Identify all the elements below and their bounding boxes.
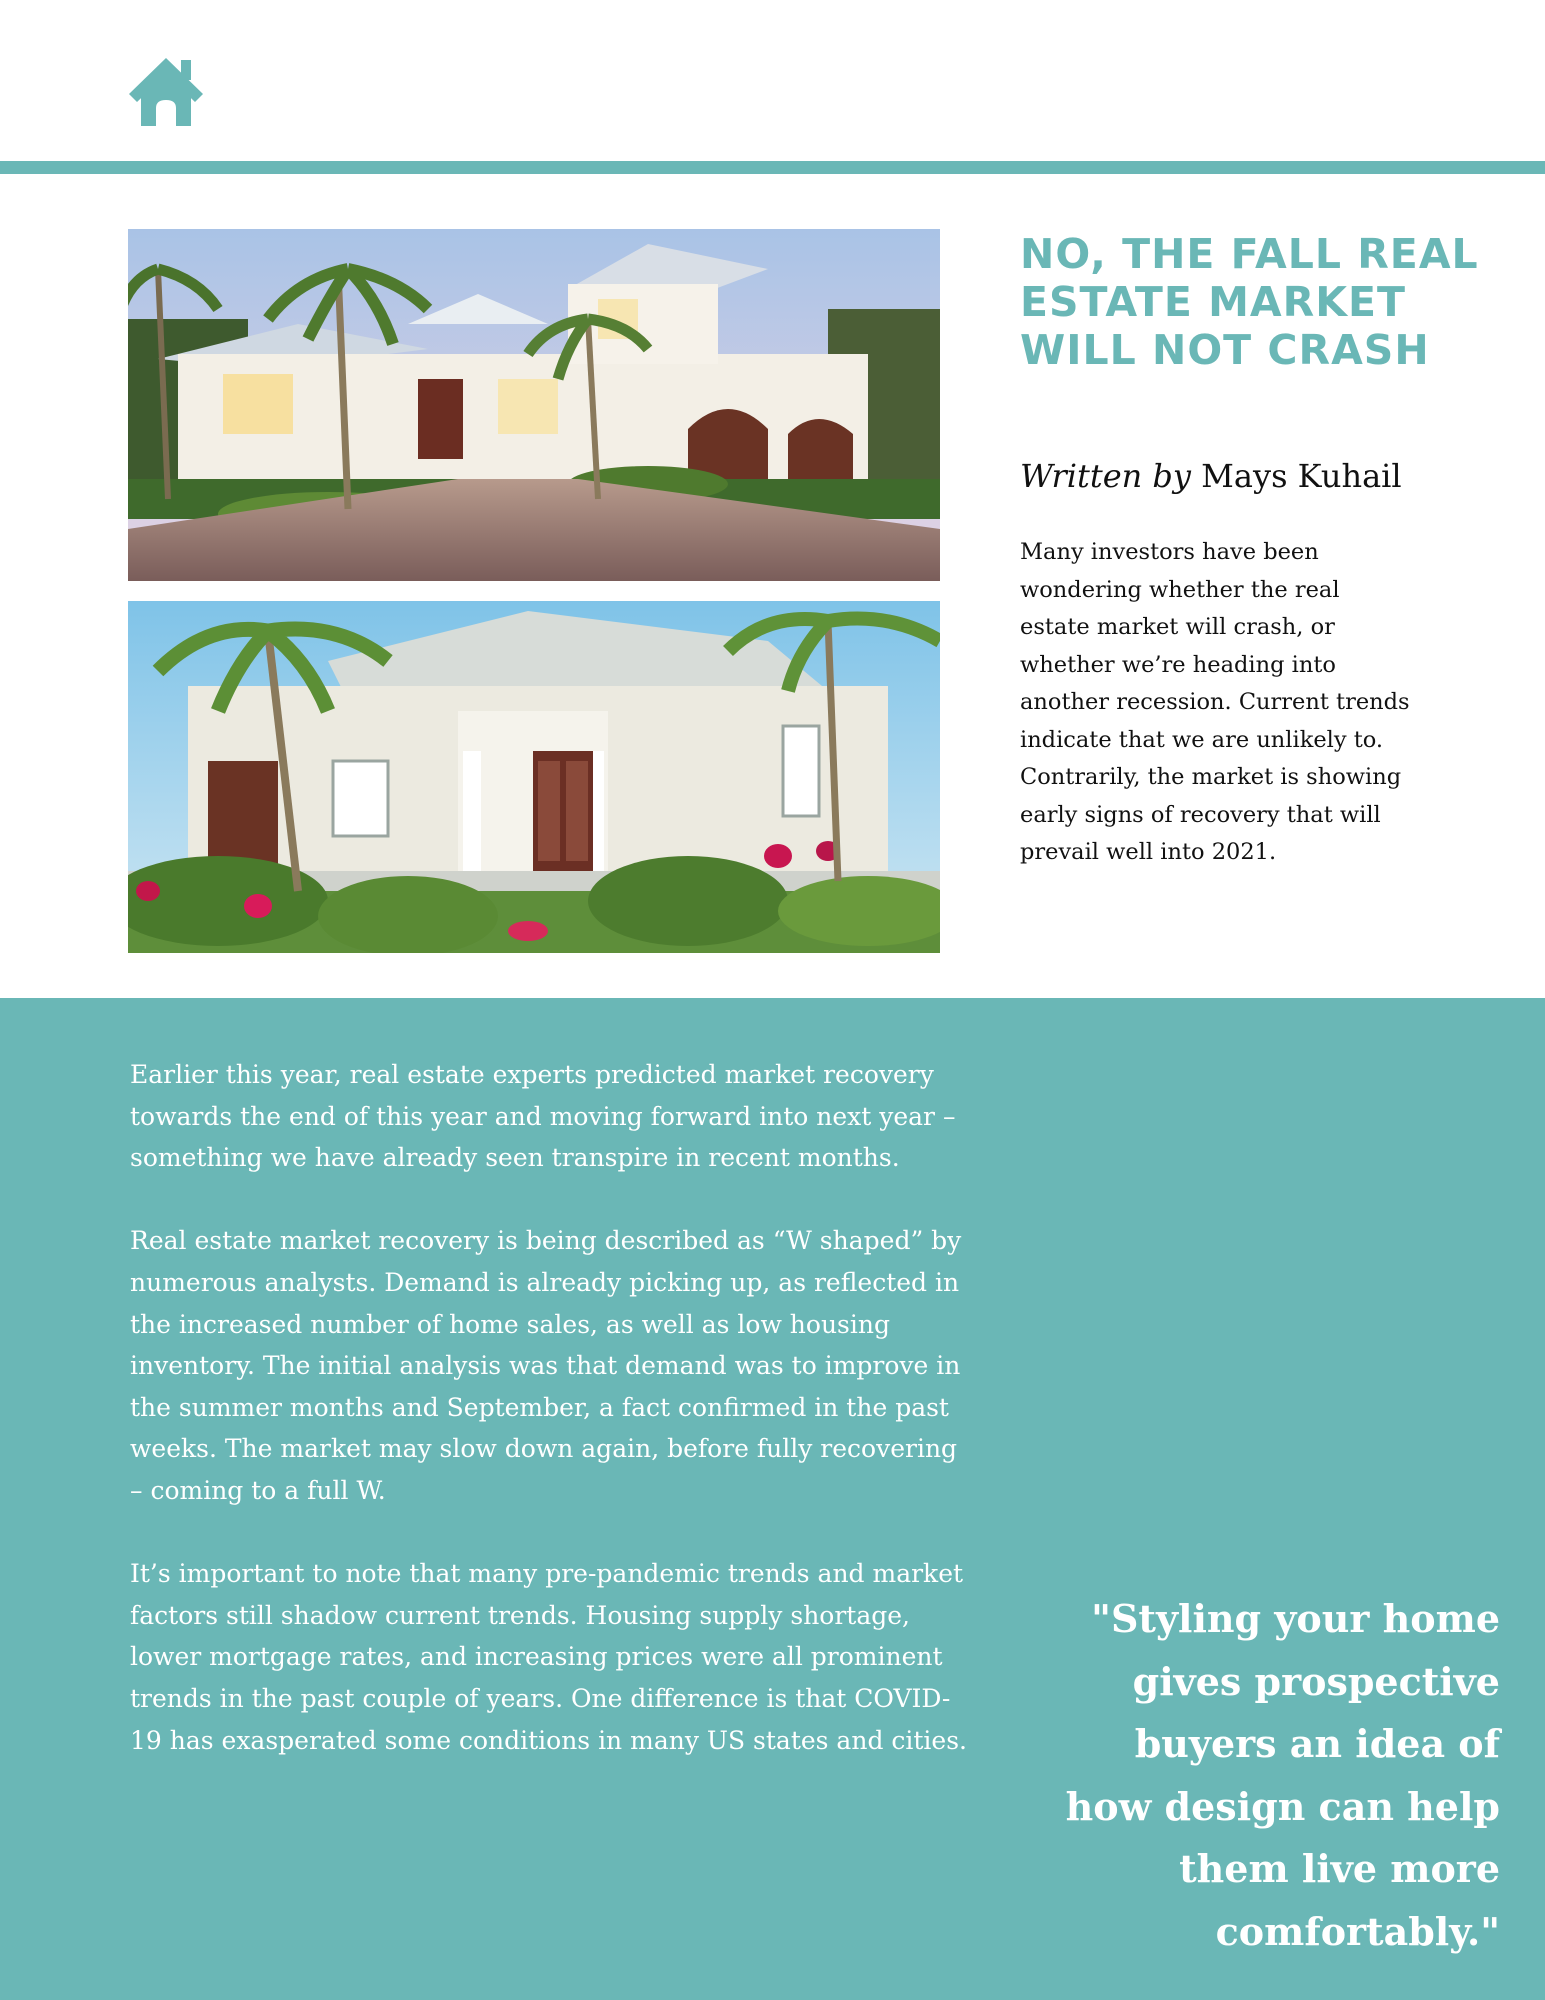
body-paragraph: Real estate market recovery is being described as “W shaped” by numerous analysts. Demand is already picking up, as reflected in the increased number of home sales, as well as low housing inventory. The initial analysis was that demand was to improve in the summer months and September, a fact confirmed in the past weeks. The market may slow down again, before fully recovering – coming to a full W. (130, 1226, 962, 1505)
article-headline: NO, THE FALL REAL ESTATE MARKET WILL NOT CRASH (1020, 230, 1479, 374)
author-name: Mays Kuhail (1201, 457, 1402, 495)
body-paragraph: Earlier this year, real estate experts predicted market recovery towards the end of this year and moving forward into next year – something we have already seen transpire in recent months. (130, 1060, 956, 1173)
house-photo-day (128, 601, 940, 953)
intro-paragraph: Many investors have been wondering whether the real estate market will crash, or whether we’re heading into another recession. Current trends indicate that we are unlikely to. Contrarily, the market is showing early signs of recovery that will prevail well into 2021. (1020, 539, 1410, 865)
article-body (130, 1054, 970, 1803)
pull-quote: "Styling your home gives prospective buyers an idea of how design can help them live more comfortably." (1065, 1596, 1500, 1954)
header-divider (0, 161, 1545, 174)
house-icon (127, 56, 205, 128)
body-paragraph: It’s important to note that many pre-pandemic trends and market factors still shadow current trends. Housing supply shortage, lower mortgage rates, and increasing prices were all prominent trends in the past couple of years. One difference is that COVID-19 has exasperated some conditions in many US states and cities. (130, 1559, 967, 1755)
byline-prefix: Written by (1020, 457, 1191, 495)
byline (1020, 450, 1500, 502)
house-photo-dusk (128, 229, 940, 581)
